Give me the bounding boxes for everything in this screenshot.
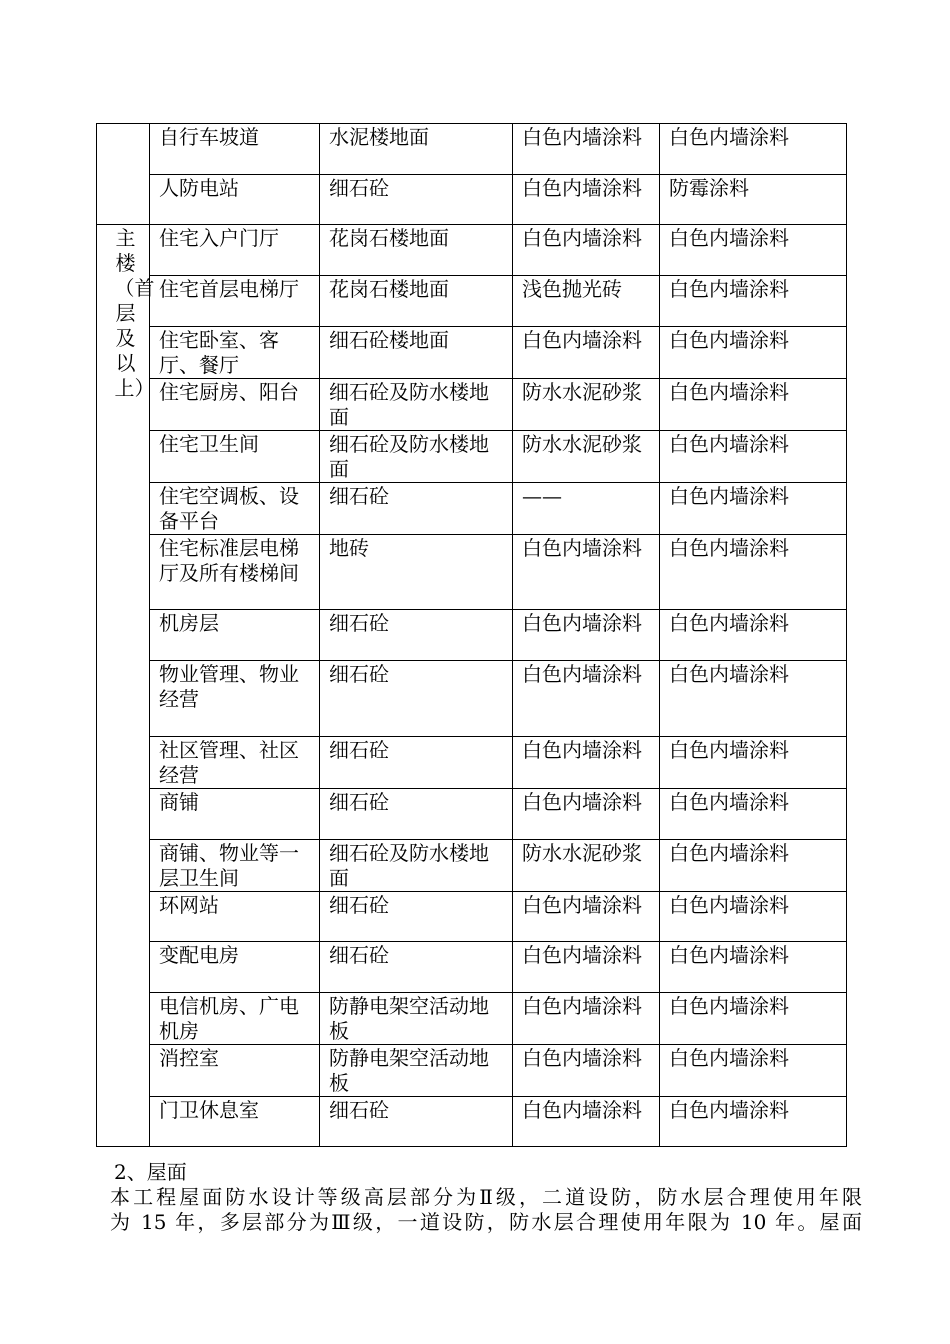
cell-ceiling: 白色内墙涂料: [660, 431, 847, 483]
cell-wall: 白色内墙涂料: [513, 610, 660, 661]
cell-ceiling: 白色内墙涂料: [660, 942, 847, 993]
cell-wall: 白色内墙涂料: [513, 661, 660, 737]
cell-floor: 地砖: [320, 535, 513, 610]
cell-ceiling: 白色内墙涂料: [660, 737, 847, 789]
cell-floor: 细石砼: [320, 661, 513, 737]
cell-name: 自行车坡道: [150, 124, 320, 175]
cell-floor: 防静电架空活动地板: [320, 1045, 513, 1097]
table-row: [97, 431, 847, 483]
cell-name: 商铺、物业等一层卫生间: [150, 840, 320, 892]
cell-wall: 白色内墙涂料: [513, 1045, 660, 1097]
table-row: [97, 225, 847, 276]
cell-ceiling: 白色内墙涂料: [660, 789, 847, 840]
cell-wall: 白色内墙涂料: [513, 327, 660, 379]
cell-floor: 细石砼及防水楼地面: [320, 431, 513, 483]
finish-schedule-table: [96, 123, 847, 1147]
roof-section: [110, 1160, 862, 1235]
cell-name: 变配电房: [150, 942, 320, 993]
cell-wall: 白色内墙涂料: [513, 124, 660, 175]
cell-ceiling: 白色内墙涂料: [660, 379, 847, 431]
table-row: [97, 175, 847, 225]
cell-name: 门卫休息室: [150, 1097, 320, 1147]
group-label-cell: [97, 225, 155, 1147]
cell-name: 住宅卧室、客厅、餐厅: [150, 327, 320, 379]
cell-name: 社区管理、社区经营: [150, 737, 320, 789]
cell-floor: 细石砼及防水楼地面: [320, 379, 513, 431]
section-heading: 2、屋面: [114, 1160, 187, 1184]
cell-wall: 防水水泥砂浆: [513, 840, 660, 892]
cell-name: 物业管理、物业经营: [150, 661, 320, 737]
cell-ceiling: 白色内墙涂料: [660, 535, 847, 610]
table-row: [97, 789, 847, 840]
table-row: [97, 1045, 847, 1097]
cell-ceiling: 白色内墙涂料: [660, 892, 847, 942]
cell-name: 消控室: [150, 1045, 320, 1097]
group-label: 主楼（首层及以上）: [114, 226, 155, 400]
cell-ceiling: 白色内墙涂料: [660, 225, 847, 276]
cell-wall: 白色内墙涂料: [513, 535, 660, 610]
cell-ceiling: 白色内墙涂料: [660, 840, 847, 892]
cell-wall: 白色内墙涂料: [513, 942, 660, 993]
cell-ceiling: 白色内墙涂料: [660, 483, 847, 535]
table-row: [97, 379, 847, 431]
table-row: [97, 942, 847, 993]
table-row: [97, 483, 847, 535]
table-row: [97, 892, 847, 942]
table-row: [97, 1097, 847, 1147]
cell-name: 住宅卫生间: [150, 431, 320, 483]
cell-ceiling: 白色内墙涂料: [660, 276, 847, 327]
cell-wall: 浅色抛光砖: [513, 276, 660, 327]
cell-ceiling: 防霉涂料: [660, 175, 847, 225]
cell-wall: 白色内墙涂料: [513, 737, 660, 789]
cell-ceiling: 白色内墙涂料: [660, 327, 847, 379]
cell-wall: 白色内墙涂料: [513, 225, 660, 276]
cell-name: 环网站: [150, 892, 320, 942]
table-row: [97, 661, 847, 737]
cell-floor: 细石砼: [320, 610, 513, 661]
cell-name: 住宅空调板、设备平台: [150, 483, 320, 535]
cell-floor: 细石砼: [320, 1097, 513, 1147]
section-line-2: 为 15 年，多层部分为Ⅲ级，一道设防，防水层合理使用年限为 10 年。屋面: [110, 1210, 862, 1234]
cell-ceiling: 白色内墙涂料: [660, 610, 847, 661]
cell-name: 人防电站: [150, 175, 320, 225]
cell-wall: 白色内墙涂料: [513, 1097, 660, 1147]
cell-ceiling: 白色内墙涂料: [660, 661, 847, 737]
cell-ceiling: 白色内墙涂料: [660, 1097, 847, 1147]
cell-name: 住宅首层电梯厅: [150, 276, 320, 327]
table-row: [97, 840, 847, 892]
cell-wall: 防水水泥砂浆: [513, 379, 660, 431]
cell-floor: 水泥楼地面: [320, 124, 513, 175]
cell-floor: 细石砼: [320, 942, 513, 993]
table-row: [97, 327, 847, 379]
cell-floor: 细石砼楼地面: [320, 327, 513, 379]
group-label-cell: [97, 124, 150, 225]
table-row: [97, 610, 847, 661]
cell-ceiling: 白色内墙涂料: [660, 1045, 847, 1097]
cell-wall: 白色内墙涂料: [513, 892, 660, 942]
table-row: [97, 276, 847, 327]
cell-name: 住宅标准层电梯厅及所有楼梯间: [150, 535, 320, 610]
cell-floor: 细石砼: [320, 892, 513, 942]
cell-name: 住宅厨房、阳台: [150, 379, 320, 431]
table-row: [97, 737, 847, 789]
cell-name: 电信机房、广电机房: [150, 993, 320, 1045]
cell-wall: 白色内墙涂料: [513, 993, 660, 1045]
cell-floor: 细石砼: [320, 175, 513, 225]
table-row: [97, 993, 847, 1045]
cell-floor: 细石砼及防水楼地面: [320, 840, 513, 892]
cell-floor: 花岗石楼地面: [320, 225, 513, 276]
cell-name: 商铺: [150, 789, 320, 840]
table-row: [97, 124, 847, 175]
cell-floor: 细石砼: [320, 737, 513, 789]
cell-floor: 花岗石楼地面: [320, 276, 513, 327]
cell-name: 机房层: [150, 610, 320, 661]
cell-ceiling: 白色内墙涂料: [660, 124, 847, 175]
cell-wall: ——: [513, 483, 660, 535]
cell-wall: 白色内墙涂料: [513, 789, 660, 840]
cell-wall: 防水水泥砂浆: [513, 431, 660, 483]
cell-wall: 白色内墙涂料: [513, 175, 660, 225]
cell-ceiling: 白色内墙涂料: [660, 993, 847, 1045]
cell-floor: 细石砼: [320, 789, 513, 840]
table-row: [97, 535, 847, 610]
section-line-1: 本工程屋面防水设计等级高层部分为Ⅱ级，二道设防，防水层合理使用年限: [110, 1185, 862, 1209]
cell-floor: 细石砼: [320, 483, 513, 535]
cell-floor: 防静电架空活动地板: [320, 993, 513, 1045]
cell-name: 住宅入户门厅: [150, 225, 320, 276]
